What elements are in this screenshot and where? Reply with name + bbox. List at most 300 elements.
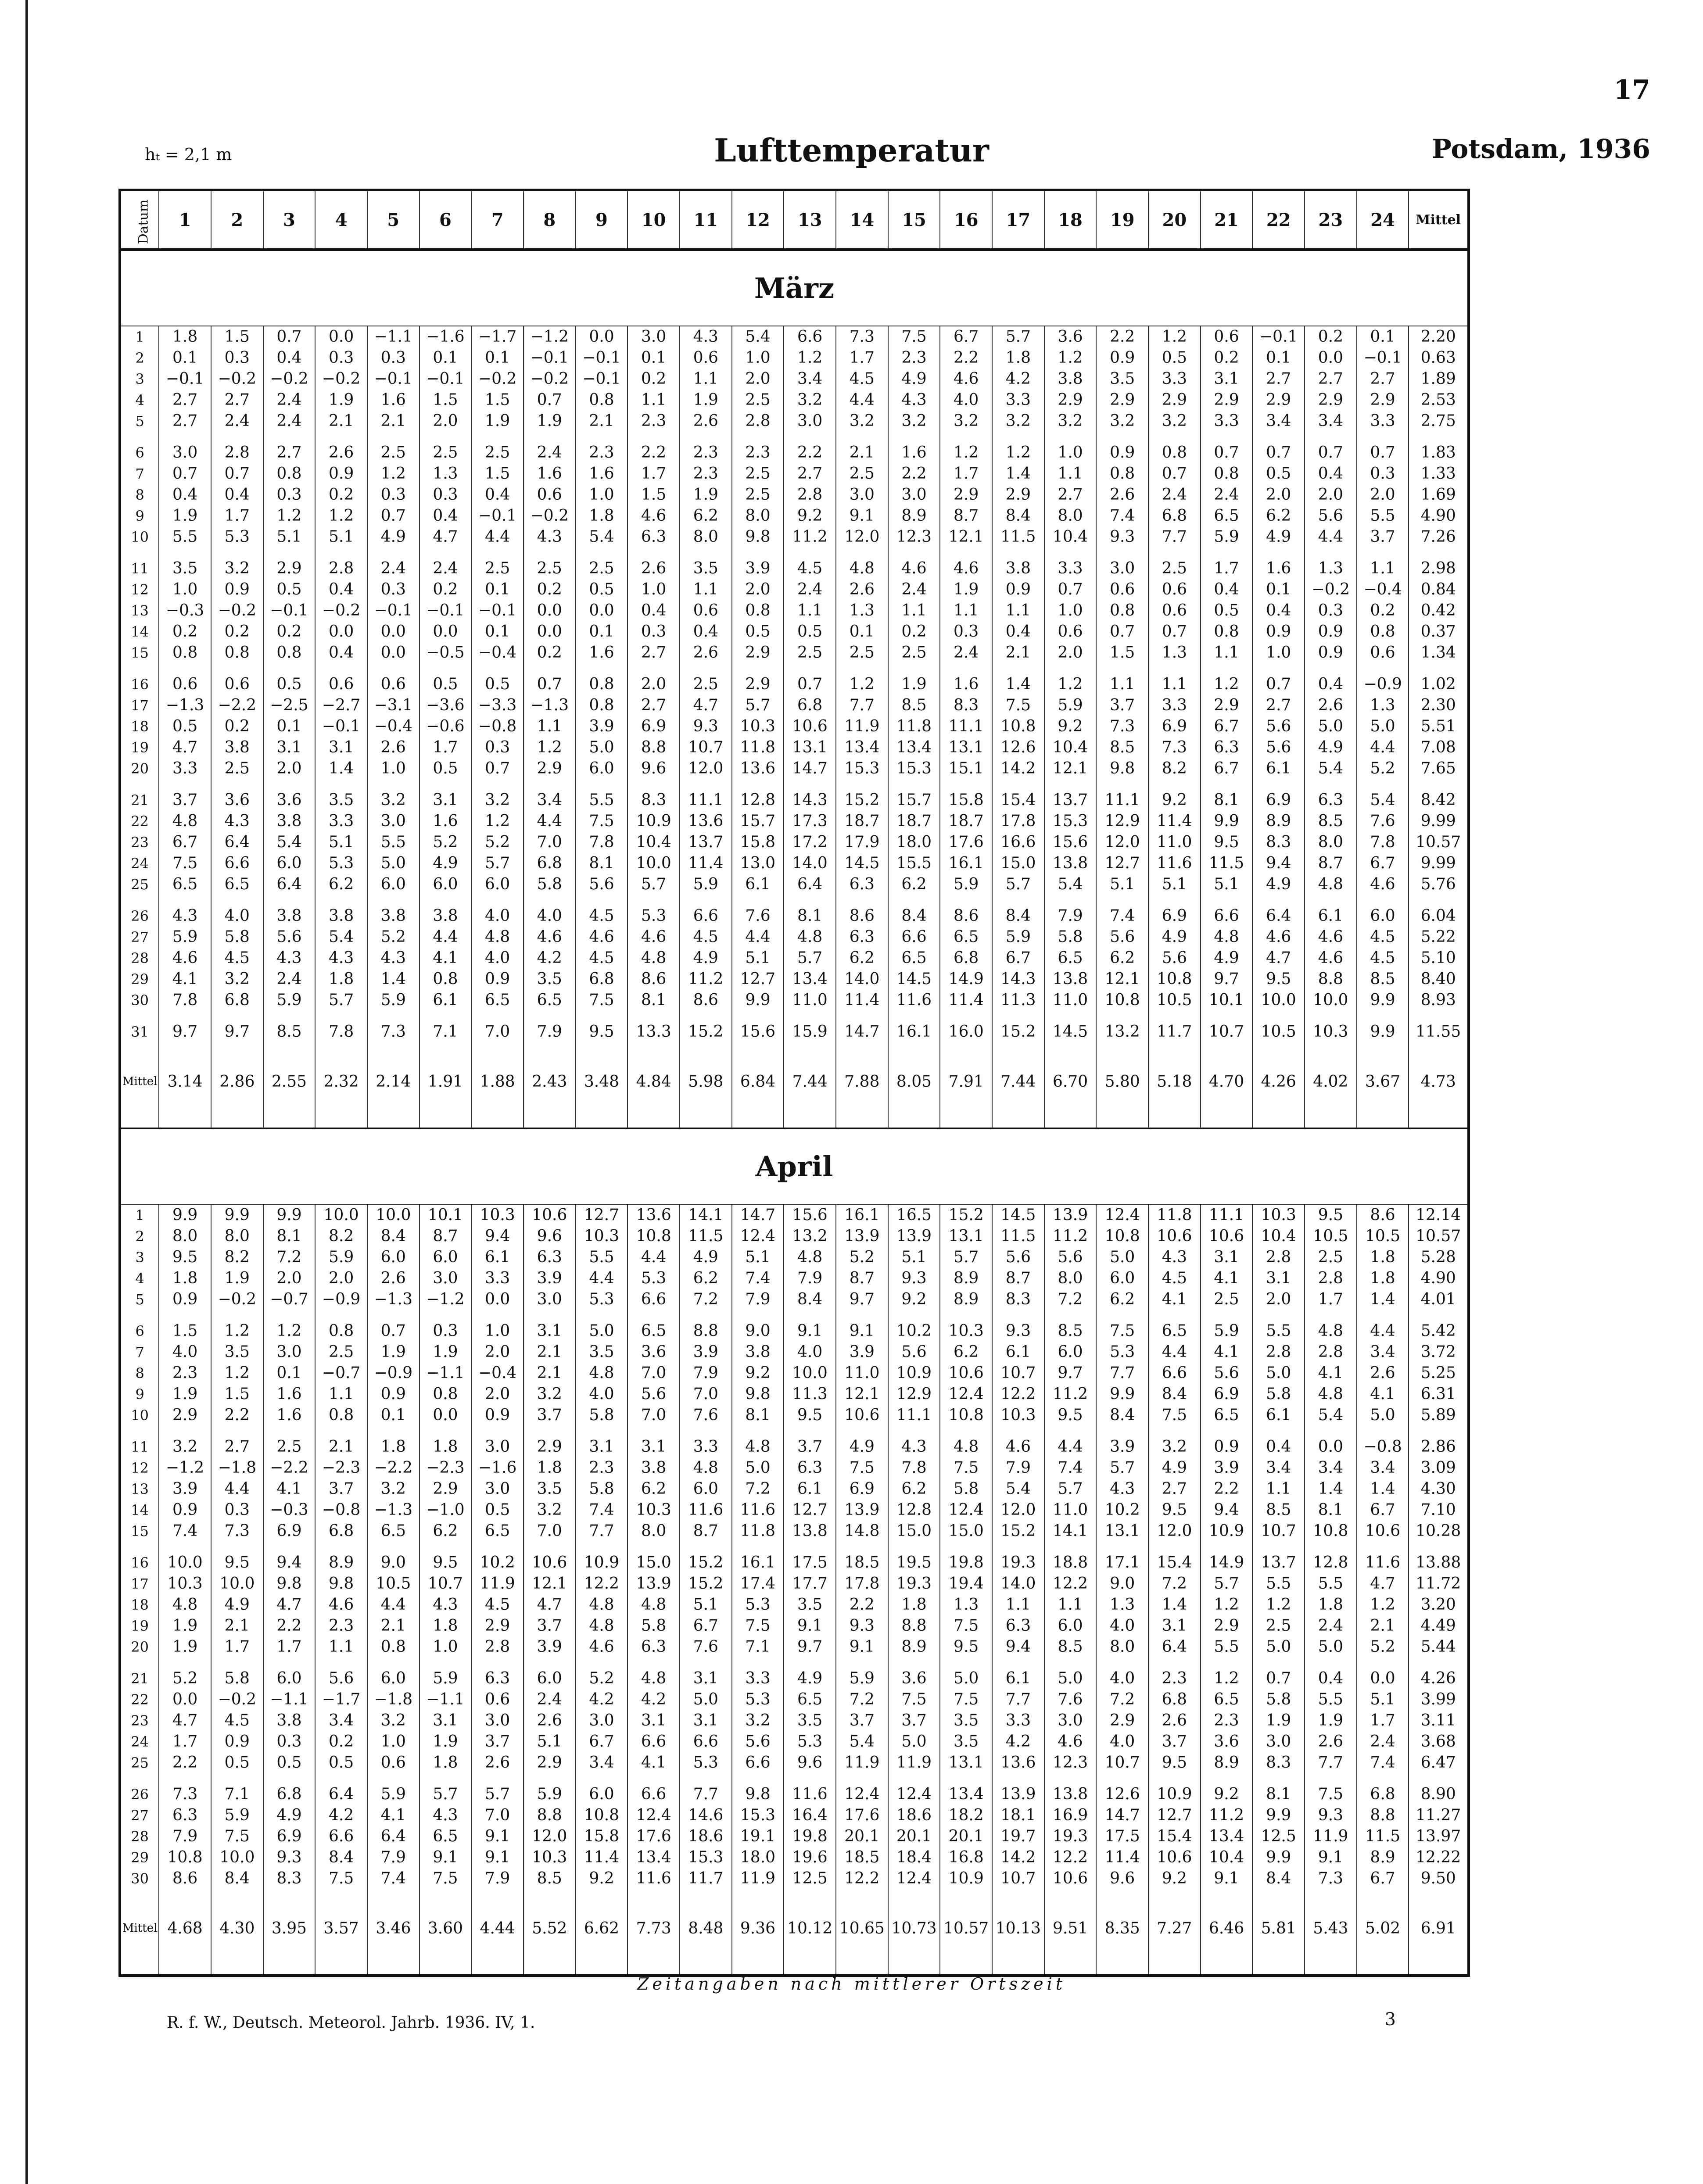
temperature-cell: 1.9 — [211, 1268, 263, 1289]
temperature-cell: 1.9 — [159, 1615, 211, 1636]
temperature-cell: 7.5 — [940, 1615, 992, 1636]
temperature-cell: 7.9 — [992, 1457, 1044, 1479]
temperature-cell: 2.5 — [836, 463, 888, 484]
temperature-cell: 15.4 — [992, 790, 1044, 811]
temperature-cell: 12.6 — [1096, 1784, 1148, 1805]
temperature-cell: 0.8 — [1096, 463, 1148, 484]
temperature-cell: 1.69 — [1409, 484, 1469, 505]
temperature-cell: 13.4 — [836, 737, 888, 758]
temperature-cell: 4.6 — [1305, 948, 1357, 969]
temperature-cell: 5.5 — [367, 832, 419, 853]
temperature-cell: 3.1 — [576, 1436, 628, 1457]
temperature-cell: 4.8 — [159, 811, 211, 832]
temperature-cell: 12.1 — [1044, 758, 1097, 779]
temperature-cell: 7.5 — [1148, 1405, 1201, 1426]
mean-cell: 8.48 — [680, 1900, 732, 1957]
day-cell: 2 — [120, 347, 159, 369]
temperature-cell: 13.7 — [1252, 1552, 1305, 1573]
temperature-cell: 3.0 — [523, 1289, 576, 1310]
temperature-cell: 1.1 — [315, 1636, 367, 1658]
temperature-cell: 11.8 — [888, 716, 940, 737]
temperature-cell: 6.9 — [1201, 1384, 1253, 1405]
temperature-cell: 4.9 — [680, 1247, 732, 1268]
mean-cell: 10.73 — [888, 1900, 940, 1957]
temperature-cell: 5.0 — [367, 853, 419, 874]
temperature-cell: 6.0 — [263, 853, 316, 874]
temperature-cell: 9.8 — [1096, 758, 1148, 779]
temperature-cell: 0.6 — [1148, 600, 1201, 621]
temperature-cell: 4.3 — [888, 390, 940, 411]
temperature-cell: 7.7 — [680, 1784, 732, 1805]
temperature-cell: 8.7 — [419, 1226, 472, 1247]
temperature-cell: 1.7 — [1201, 558, 1253, 579]
temperature-cell: 11.9 — [732, 1868, 784, 1889]
temperature-cell: 8.5 — [1305, 811, 1357, 832]
temperature-cell: 3.1 — [1148, 1615, 1201, 1636]
temperature-cell: 5.8 — [1044, 927, 1097, 948]
table-row — [120, 906, 1469, 927]
temperature-cell: 4.9 — [1201, 948, 1253, 969]
day-cell: 20 — [120, 758, 159, 779]
temperature-cell: 3.9 — [836, 1342, 888, 1363]
day-cell: 13 — [120, 1479, 159, 1500]
temperature-cell: 7.0 — [471, 1805, 523, 1826]
column-header-label: Datum — [136, 199, 151, 244]
temperature-cell: 0.7 — [263, 326, 316, 347]
temperature-cell: 2.4 — [419, 558, 472, 579]
temperature-cell: 11.8 — [732, 737, 784, 758]
temperature-cell: 14.8 — [836, 1521, 888, 1542]
temperature-cell: 5.8 — [576, 1479, 628, 1500]
mean-cell: 2.32 — [315, 1053, 367, 1110]
temperature-cell: 5.8 — [1252, 1384, 1305, 1405]
temperature-cell: 3.2 — [836, 411, 888, 432]
temperature-cell: 10.0 — [1252, 990, 1305, 1011]
temperature-cell: 3.5 — [940, 1731, 992, 1752]
column-header: 10 — [627, 190, 680, 250]
temperature-cell: 6.4 — [367, 1826, 419, 1847]
temperature-cell: −0.2 — [523, 505, 576, 526]
temperature-cell: 5.7 — [1044, 1479, 1097, 1500]
temperature-cell: 0.3 — [1305, 600, 1357, 621]
temperature-cell: 13.1 — [940, 1226, 992, 1247]
temperature-cell: 7.2 — [1044, 1289, 1097, 1310]
temperature-cell: 5.4 — [732, 326, 784, 347]
temperature-cell: −0.1 — [159, 369, 211, 390]
temperature-cell: 1.0 — [367, 1731, 419, 1752]
temperature-cell: 15.3 — [888, 758, 940, 779]
temperature-cell: 4.0 — [1096, 1668, 1148, 1689]
temperature-cell: 3.11 — [1409, 1710, 1469, 1731]
temperature-cell: 1.3 — [940, 1594, 992, 1615]
temperature-cell: 6.6 — [680, 906, 732, 927]
temperature-cell: 2.1 — [211, 1615, 263, 1636]
temperature-cell: 6.3 — [523, 1247, 576, 1268]
temperature-cell: −1.1 — [263, 1689, 316, 1710]
column-header: 16 — [940, 190, 992, 250]
temperature-cell: 3.1 — [419, 1710, 472, 1731]
temperature-cell: 1.7 — [1357, 1710, 1409, 1731]
temperature-cell: 7.9 — [732, 1289, 784, 1310]
temperature-cell: 6.9 — [263, 1826, 316, 1847]
temperature-cell: 3.7 — [836, 1710, 888, 1731]
month-heading: März — [120, 250, 1469, 326]
temperature-cell: 2.3 — [732, 442, 784, 463]
temperature-cell: 6.2 — [419, 1521, 472, 1542]
temperature-cell: 8.8 — [523, 1805, 576, 1826]
temperature-cell: 2.7 — [1044, 484, 1097, 505]
temperature-cell: 10.6 — [1044, 1868, 1097, 1889]
temperature-cell: 0.4 — [1305, 463, 1357, 484]
temperature-cell: 2.6 — [471, 1752, 523, 1773]
temperature-cell: 4.4 — [576, 1268, 628, 1289]
temperature-cell: 10.7 — [1201, 1021, 1253, 1042]
temperature-cell: 3.2 — [523, 1500, 576, 1521]
temperature-cell: 9.4 — [992, 1636, 1044, 1658]
temperature-cell: 8.3 — [992, 1289, 1044, 1310]
column-header: 19 — [1096, 190, 1148, 250]
temperature-cell: 0.5 — [211, 1752, 263, 1773]
temperature-cell: 2.0 — [1252, 484, 1305, 505]
temperature-cell: 5.6 — [1305, 505, 1357, 526]
temperature-cell: 5.6 — [1252, 737, 1305, 758]
temperature-cell: 9.9 — [1252, 1805, 1305, 1826]
temperature-cell: 4.6 — [1252, 927, 1305, 948]
temperature-cell: 19.8 — [940, 1552, 992, 1573]
temperature-cell: 8.2 — [211, 1247, 263, 1268]
temperature-cell: 2.9 — [1096, 390, 1148, 411]
temperature-cell: 1.7 — [627, 463, 680, 484]
temperature-cell: 2.1 — [367, 1615, 419, 1636]
temperature-cell: 19.6 — [784, 1847, 836, 1868]
temperature-cell: 6.0 — [523, 1668, 576, 1689]
temperature-cell: 10.6 — [523, 1552, 576, 1573]
temperature-cell: 2.2 — [627, 442, 680, 463]
temperature-cell: 4.0 — [211, 906, 263, 927]
temperature-cell: 3.20 — [1409, 1594, 1469, 1615]
column-header: 6 — [419, 190, 472, 250]
temperature-cell: 0.63 — [1409, 347, 1469, 369]
temperature-cell: 12.4 — [888, 1868, 940, 1889]
temperature-cell: −0.9 — [367, 1363, 419, 1384]
table-body — [120, 250, 1469, 1976]
mean-cell: 7.73 — [627, 1900, 680, 1957]
temperature-cell: 11.5 — [992, 1226, 1044, 1247]
temperature-cell: 7.0 — [523, 1521, 576, 1542]
mean-cell: 4.73 — [1409, 1053, 1469, 1110]
temperature-cell: 2.6 — [367, 737, 419, 758]
temperature-cell: 8.9 — [315, 1552, 367, 1573]
mean-cell: 4.68 — [159, 1900, 211, 1957]
day-cell: 6 — [120, 1321, 159, 1342]
temperature-cell: 1.5 — [471, 463, 523, 484]
temperature-cell: 1.2 — [992, 442, 1044, 463]
temperature-cell: −1.2 — [523, 326, 576, 347]
temperature-cell: 4.8 — [784, 927, 836, 948]
table-row — [120, 1342, 1469, 1363]
temperature-cell: 17.8 — [836, 1573, 888, 1594]
temperature-cell: 4.0 — [159, 1342, 211, 1363]
temperature-cell: 0.8 — [315, 1321, 367, 1342]
table-row — [120, 1784, 1469, 1805]
temperature-cell: 10.4 — [1252, 1226, 1305, 1247]
temperature-cell: 19.4 — [940, 1573, 992, 1594]
temperature-cell: 10.3 — [732, 716, 784, 737]
temperature-cell: 5.1 — [732, 1247, 784, 1268]
temperature-cell: 0.8 — [1096, 600, 1148, 621]
temperature-cell: 7.7 — [1096, 1363, 1148, 1384]
temperature-cell: 10.5 — [1252, 1021, 1305, 1042]
temperature-cell: 9.2 — [888, 1289, 940, 1310]
temperature-cell: 9.5 — [1201, 832, 1253, 853]
temperature-cell: 1.8 — [888, 1594, 940, 1615]
temperature-cell: 0.5 — [419, 758, 472, 779]
table-row — [120, 347, 1469, 369]
day-cell: 5 — [120, 1289, 159, 1310]
temperature-cell: 1.9 — [159, 1384, 211, 1405]
temperature-cell: 11.6 — [680, 1500, 732, 1521]
temperature-cell: 3.0 — [888, 484, 940, 505]
temperature-cell: 1.5 — [419, 390, 472, 411]
temperature-cell: 17.7 — [784, 1573, 836, 1594]
mean-cell: 4.30 — [211, 1900, 263, 1957]
temperature-cell: 4.4 — [471, 526, 523, 548]
temperature-cell: 6.5 — [211, 874, 263, 895]
temperature-cell: 10.9 — [627, 811, 680, 832]
temperature-cell: 10.0 — [159, 1552, 211, 1573]
temperature-cell: 3.4 — [1252, 1457, 1305, 1479]
temperature-cell: 7.4 — [1096, 906, 1148, 927]
temperature-cell: 3.5 — [784, 1710, 836, 1731]
temperature-cell: 3.3 — [1148, 369, 1201, 390]
temperature-cell: 10.0 — [784, 1363, 836, 1384]
table-row — [120, 1731, 1469, 1752]
temperature-cell: 14.7 — [732, 1204, 784, 1226]
temperature-cell: 1.2 — [523, 737, 576, 758]
temperature-cell: −3.3 — [471, 695, 523, 716]
temperature-cell: 12.0 — [1148, 1521, 1201, 1542]
temperature-cell: 0.1 — [627, 347, 680, 369]
temperature-cell: 0.8 — [159, 642, 211, 663]
temperature-cell: 0.4 — [1252, 1436, 1305, 1457]
temperature-cell: 0.8 — [263, 463, 316, 484]
temperature-cell: 10.6 — [1357, 1521, 1409, 1542]
temperature-cell: 1.6 — [263, 1384, 316, 1405]
mean-cell: 2.14 — [367, 1053, 419, 1110]
temperature-cell: 0.0 — [1305, 1436, 1357, 1457]
temperature-cell: 8.6 — [940, 906, 992, 927]
temperature-cell: 0.5 — [159, 716, 211, 737]
temperature-cell: 6.47 — [1409, 1752, 1469, 1773]
temperature-cell: 6.6 — [211, 853, 263, 874]
column-header: Mittel — [1409, 190, 1469, 250]
temperature-cell: 3.8 — [263, 811, 316, 832]
temperature-cell: 0.4 — [263, 347, 316, 369]
mean-cell: 10.65 — [836, 1900, 888, 1957]
temperature-cell: 10.9 — [1148, 1784, 1201, 1805]
temperature-cell: 4.7 — [1357, 1573, 1409, 1594]
temperature-cell: 9.5 — [1252, 969, 1305, 990]
temperature-cell: 0.7 — [523, 390, 576, 411]
temperature-cell: 7.8 — [159, 990, 211, 1011]
temperature-cell: 3.0 — [1252, 1731, 1305, 1752]
temperature-cell: −1.7 — [471, 326, 523, 347]
temperature-cell: 4.9 — [1148, 927, 1201, 948]
temperature-cell: 7.7 — [1148, 526, 1201, 548]
temperature-cell: 7.7 — [992, 1689, 1044, 1710]
temperature-cell: 1.0 — [732, 347, 784, 369]
day-cell: 30 — [120, 1868, 159, 1889]
temperature-cell: 2.1 — [1357, 1615, 1409, 1636]
temperature-cell: 2.8 — [471, 1636, 523, 1658]
temperature-cell: 2.1 — [523, 1342, 576, 1363]
table-row — [120, 642, 1469, 663]
temperature-cell: 9.9 — [1201, 811, 1253, 832]
temperature-cell: 6.6 — [888, 927, 940, 948]
temperature-cell: 10.4 — [627, 832, 680, 853]
temperature-cell: 0.3 — [419, 484, 472, 505]
temperature-cell: 16.8 — [940, 1847, 992, 1868]
temperature-cell: 3.8 — [263, 906, 316, 927]
table-row — [120, 1636, 1469, 1658]
temperature-cell: 17.4 — [732, 1573, 784, 1594]
temperature-cell: 8.4 — [1096, 1405, 1148, 1426]
temperature-cell: 9.1 — [836, 505, 888, 526]
day-cell: 15 — [120, 642, 159, 663]
temperature-cell: 6.7 — [159, 832, 211, 853]
temperature-cell: 7.10 — [1409, 1500, 1469, 1521]
temperature-cell: 8.7 — [940, 505, 992, 526]
temperature-cell: 1.8 — [315, 969, 367, 990]
temperature-cell: 11.0 — [836, 1363, 888, 1384]
temperature-cell: 0.8 — [1357, 621, 1409, 642]
temperature-cell: 1.4 — [992, 463, 1044, 484]
temperature-cell: 3.3 — [1148, 695, 1201, 716]
temperature-cell: 0.8 — [576, 390, 628, 411]
temperature-cell: 12.4 — [940, 1500, 992, 1521]
temperature-cell: 4.1 — [1201, 1342, 1253, 1363]
temperature-cell: 1.2 — [1357, 1594, 1409, 1615]
temperature-cell: 11.7 — [680, 1868, 732, 1889]
temperature-cell: 5.3 — [315, 853, 367, 874]
temperature-cell: −0.2 — [523, 369, 576, 390]
temperature-cell: 9.4 — [1252, 853, 1305, 874]
temperature-cell: 5.2 — [419, 832, 472, 853]
temperature-cell: 4.90 — [1409, 505, 1469, 526]
table-row — [120, 1457, 1469, 1479]
table-row — [120, 579, 1469, 600]
temperature-cell: 5.3 — [784, 1731, 836, 1752]
mean-cell: 7.91 — [940, 1053, 992, 1110]
temperature-cell: 9.8 — [732, 1384, 784, 1405]
temperature-cell: 5.8 — [940, 1479, 992, 1500]
temperature-cell: 6.9 — [1252, 790, 1305, 811]
table-row — [120, 369, 1469, 390]
table-row — [120, 1594, 1469, 1615]
temperature-cell: 4.9 — [1148, 1457, 1201, 1479]
temperature-cell: 1.1 — [1044, 463, 1097, 484]
day-cell: 8 — [120, 484, 159, 505]
temperature-cell: 1.3 — [419, 463, 472, 484]
temperature-cell: 11.9 — [836, 1752, 888, 1773]
table-row — [120, 1268, 1469, 1289]
temperature-cell: 6.1 — [1252, 1405, 1305, 1426]
temperature-cell: 0.5 — [732, 621, 784, 642]
temperature-cell: −0.9 — [1357, 674, 1409, 695]
temperature-cell: 8.5 — [263, 1021, 316, 1042]
temperature-cell: 3.5 — [315, 790, 367, 811]
temperature-cell: 10.0 — [211, 1847, 263, 1868]
temperature-cell: 9.0 — [732, 1321, 784, 1342]
temperature-cell: 5.6 — [1148, 948, 1201, 969]
temperature-cell: 2.2 — [1201, 1479, 1253, 1500]
temperature-cell: 6.0 — [419, 1247, 472, 1268]
temperature-cell: 17.9 — [836, 832, 888, 853]
temperature-cell: 3.5 — [576, 1342, 628, 1363]
temperature-cell: 13.2 — [1096, 1021, 1148, 1042]
temperature-cell: 12.7 — [576, 1204, 628, 1226]
temperature-cell: 4.6 — [888, 558, 940, 579]
temperature-cell: 15.6 — [732, 1021, 784, 1042]
temperature-cell: 3.09 — [1409, 1457, 1469, 1479]
temperature-cell: 9.7 — [836, 1289, 888, 1310]
temperature-cell: 2.1 — [315, 411, 367, 432]
temperature-cell: 2.2 — [159, 1752, 211, 1773]
temperature-cell: 0.4 — [159, 484, 211, 505]
mean-cell: 1.91 — [419, 1053, 472, 1110]
temperature-cell: 2.75 — [1409, 411, 1469, 432]
day-cell: 9 — [120, 1384, 159, 1405]
temperature-cell: 6.3 — [836, 874, 888, 895]
temperature-cell: 7.08 — [1409, 737, 1469, 758]
temperature-cell: 12.4 — [888, 1784, 940, 1805]
temperature-cell: 8.9 — [1252, 811, 1305, 832]
temperature-cell: 6.6 — [732, 1752, 784, 1773]
temperature-cell: 1.2 — [1252, 1594, 1305, 1615]
temperature-cell: 4.01 — [1409, 1289, 1469, 1310]
temperature-cell: 5.2 — [367, 927, 419, 948]
temperature-cell: 3.0 — [419, 1268, 472, 1289]
temperature-cell: 16.1 — [940, 853, 992, 874]
temperature-cell: 0.4 — [627, 600, 680, 621]
temperature-cell: 18.0 — [888, 832, 940, 853]
temperature-cell: 0.5 — [784, 621, 836, 642]
temperature-cell: 4.5 — [576, 906, 628, 927]
temperature-cell: 1.1 — [1357, 558, 1409, 579]
temperature-cell: 14.3 — [784, 790, 836, 811]
temperature-cell: 2.0 — [1044, 642, 1097, 663]
temperature-cell: 1.7 — [211, 505, 263, 526]
temperature-cell: 2.4 — [784, 579, 836, 600]
temperature-cell: 8.9 — [888, 1636, 940, 1658]
temperature-cell: 16.1 — [836, 1204, 888, 1226]
temperature-cell: 2.6 — [1305, 695, 1357, 716]
temperature-cell: 1.7 — [159, 1731, 211, 1752]
temperature-cell: 3.2 — [940, 411, 992, 432]
table-row — [120, 526, 1469, 548]
temperature-cell: 9.6 — [1096, 1868, 1148, 1889]
temperature-cell: 12.4 — [732, 1226, 784, 1247]
column-header: 5 — [367, 190, 419, 250]
temperature-cell: 8.2 — [1148, 758, 1201, 779]
temperature-cell: 9.9 — [1252, 1847, 1305, 1868]
temperature-cell: 10.3 — [576, 1226, 628, 1247]
temperature-cell: 15.2 — [992, 1021, 1044, 1042]
temperature-cell: 11.5 — [1201, 853, 1253, 874]
temperature-cell: 0.6 — [1357, 642, 1409, 663]
temperature-cell: 0.4 — [1305, 674, 1357, 695]
temperature-cell: 3.5 — [940, 1710, 992, 1731]
